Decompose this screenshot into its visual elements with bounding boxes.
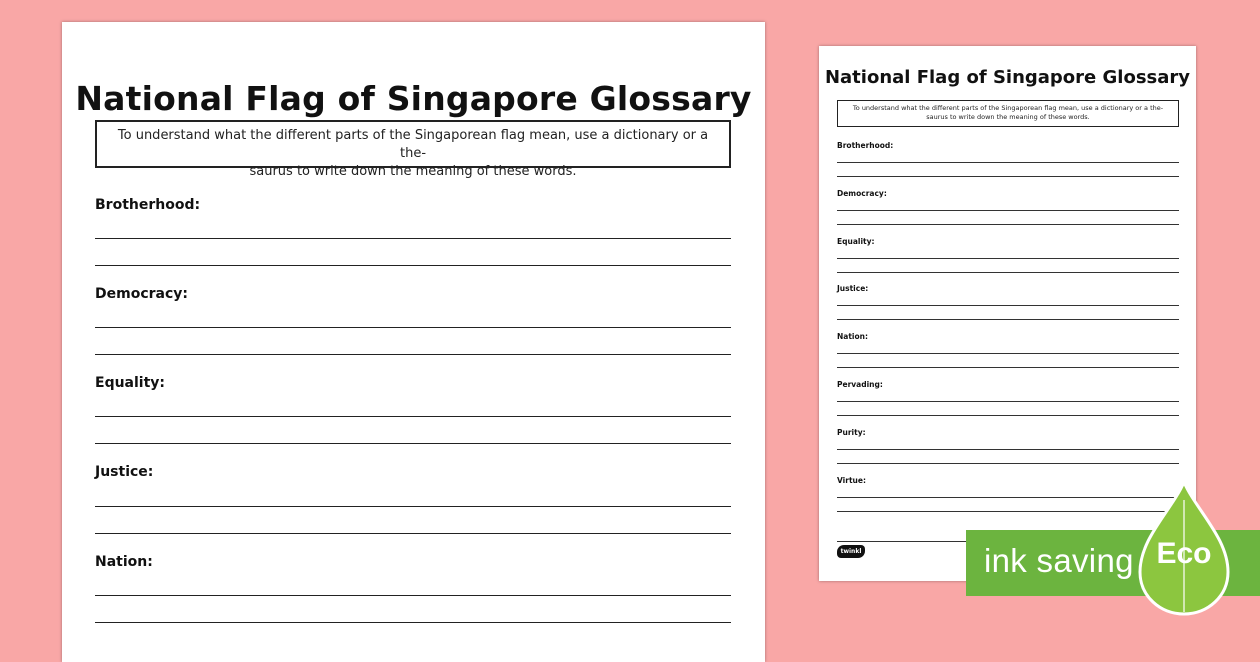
- glossary-entry-equality: [95, 375, 731, 391]
- writing-line: [837, 319, 1179, 320]
- worksheet-preview-large: [62, 22, 765, 662]
- entry-label: Justice:: [95, 464, 154, 480]
- instructions-line-1: To understand what the different parts of the Singaporean flag mean, use a dictionary or a the-: [117, 128, 709, 161]
- writing-line: [95, 354, 731, 355]
- instructions-line-2: saurus to write down the meaning of these words.: [249, 164, 577, 179]
- entry-label: Brotherhood:: [837, 141, 894, 150]
- entry-label: Equality:: [837, 237, 875, 246]
- eco-badge: [1136, 480, 1232, 620]
- instructions-line-2: saurus to write down the meaning of these words.: [926, 113, 1090, 121]
- writing-line: [95, 506, 731, 507]
- writing-line: [837, 258, 1179, 259]
- writing-line: [837, 463, 1179, 464]
- worksheet-title: National Flag of Singapore Glossary: [824, 67, 1191, 88]
- writing-line: [95, 533, 731, 534]
- twinkl-logo-icon: twinkl: [837, 545, 865, 558]
- glossary-entry-democracy: [95, 286, 731, 302]
- entry-label: Equality:: [95, 375, 166, 391]
- writing-line: [95, 443, 731, 444]
- writing-line: [95, 238, 731, 239]
- writing-line: [837, 305, 1179, 306]
- writing-line: [95, 622, 731, 623]
- eco-label: Eco: [1156, 537, 1212, 570]
- glossary-entry-justice: [95, 464, 731, 480]
- writing-line: [837, 511, 1179, 512]
- entry-label: Purity:: [837, 428, 866, 437]
- instructions-line-1: To understand what the different parts of the Singaporean flag mean, use a dictionary or a the-: [852, 104, 1164, 112]
- glossary-entry-nation: [95, 554, 731, 570]
- entry-label: Justice:: [837, 284, 869, 293]
- writing-line: [837, 449, 1179, 450]
- glossary-entry-brotherhood: [837, 141, 1179, 150]
- glossary-entry-virtue: [837, 476, 1179, 485]
- entry-label: Nation:: [837, 332, 868, 341]
- entry-label: Democracy:: [837, 189, 887, 198]
- writing-line: [837, 415, 1179, 416]
- writing-line: [837, 353, 1179, 354]
- glossary-entry-nation: [837, 332, 1179, 341]
- writing-line: [837, 176, 1179, 177]
- writing-line: [837, 210, 1179, 211]
- writing-line: [837, 401, 1179, 402]
- writing-line: [837, 272, 1179, 273]
- glossary-entry-equality: [837, 237, 1179, 246]
- glossary-entry-democracy: [837, 189, 1179, 198]
- writing-line: [837, 162, 1179, 163]
- writing-line: [95, 327, 731, 328]
- entry-label: Nation:: [95, 554, 153, 570]
- glossary-entry-pervading: [837, 380, 1179, 389]
- writing-line: [837, 224, 1179, 225]
- entry-label: Virtue:: [837, 476, 866, 485]
- writing-line: [95, 416, 731, 417]
- instructions-box: [95, 120, 731, 179]
- glossary-entry-justice: [837, 284, 1179, 293]
- writing-line: [837, 367, 1179, 368]
- writing-line: [837, 497, 1179, 498]
- writing-line: [95, 595, 731, 596]
- entry-label: Pervading:: [837, 380, 883, 389]
- ink-saving-label: ink saving: [984, 542, 1134, 579]
- writing-line: [95, 265, 731, 266]
- entry-label: Brotherhood:: [95, 197, 201, 213]
- glossary-entry-purity: [837, 428, 1179, 437]
- instructions-box: [837, 100, 1179, 127]
- worksheet-title: National Flag of Singapore Glossary: [75, 79, 752, 118]
- entry-label: Democracy:: [95, 286, 188, 302]
- glossary-entry-brotherhood: [95, 197, 731, 213]
